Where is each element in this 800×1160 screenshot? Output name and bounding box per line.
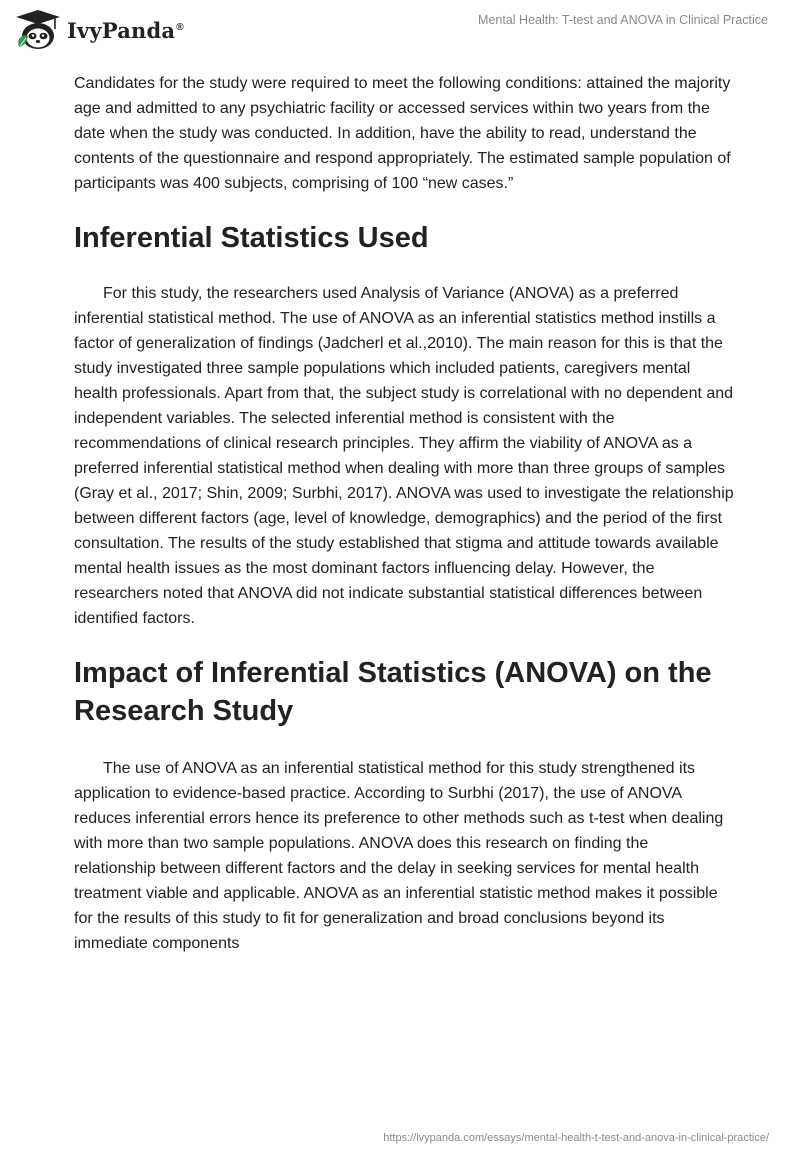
- brand-name: IvyPanda®: [67, 17, 184, 43]
- source-url[interactable]: https://ivypanda.com/essays/mental-health-t-test-and-anova-in-clinical-practice/: [383, 1132, 769, 1144]
- page-header: [0, 0, 800, 60]
- intro-paragraph: Candidates for the study were required to meet the following conditions: attained the majority age and admitted to any psychiatric facility or accessed services within two years from the date when the study was conducted. In addition, have the ability to read, understand the contents of the questionnaire and respond appropriately. The estimated sample population of participants was 400 subjects, comprising of 100 “new cases.”: [74, 75, 731, 192]
- section-paragraph-impact-anova: The use of ANOVA as an inferential statistical method for this study strengthened its application to evidence-based practice. According to Surbhi (2017), the use of ANOVA reduces inferential errors hence its preference to other methods such as t-test when dealing with more than two sample populations. ANOVA does this research on finding the relationship between different factors and the delay in seeking services for mental health treatment viable and applicable. ANOVA as an inferential statistic method makes it possible for the results of this study to fit for generalization and broad conclusions beyond its immediate components: [74, 760, 724, 952]
- article-body: [74, 71, 734, 956]
- section-heading-inferential-statistics: Inferential Statistics Used: [74, 222, 429, 254]
- document-title: Mental Health: T-test and ANOVA in Clinical Practice: [478, 13, 768, 27]
- panda-graduate-icon: [14, 9, 62, 51]
- section-heading-impact-anova: Impact of Inferential Statistics (ANOVA) on the Research Study: [74, 657, 712, 727]
- section-paragraph-inferential-statistics: For this study, the researchers used Analysis of Variance (ANOVA) as a preferred inferential statistical method. The use of ANOVA as an inferential statistics method instills a factor of generalization of findings (Jadcherl et al.,2010). The main reason for this is that the study investigated three sample populations which included patients, caregivers mental health professionals. Apart from that, the subject study is correlational with no dependent and independent variables. The selected inferential method is consistent with the recommendations of clinical research principles. They affirm the viability of ANOVA as a preferred inferential statistical method when dealing with more than three groups of samples (Gray et al., 2017; Shin, 2009; Surbhi, 2017). ANOVA was used to investigate the relationship between different factors (age, level of knowledge, demographics) and the period of the first consultation. The results of the study established that stigma and attitude towards available mental health issues as the most dominant factors influencing delay. However, the researchers noted that ANOVA did not indicate substantial statistical differences between identified factors.: [74, 285, 734, 627]
- ivypanda-logo[interactable]: [14, 9, 184, 51]
